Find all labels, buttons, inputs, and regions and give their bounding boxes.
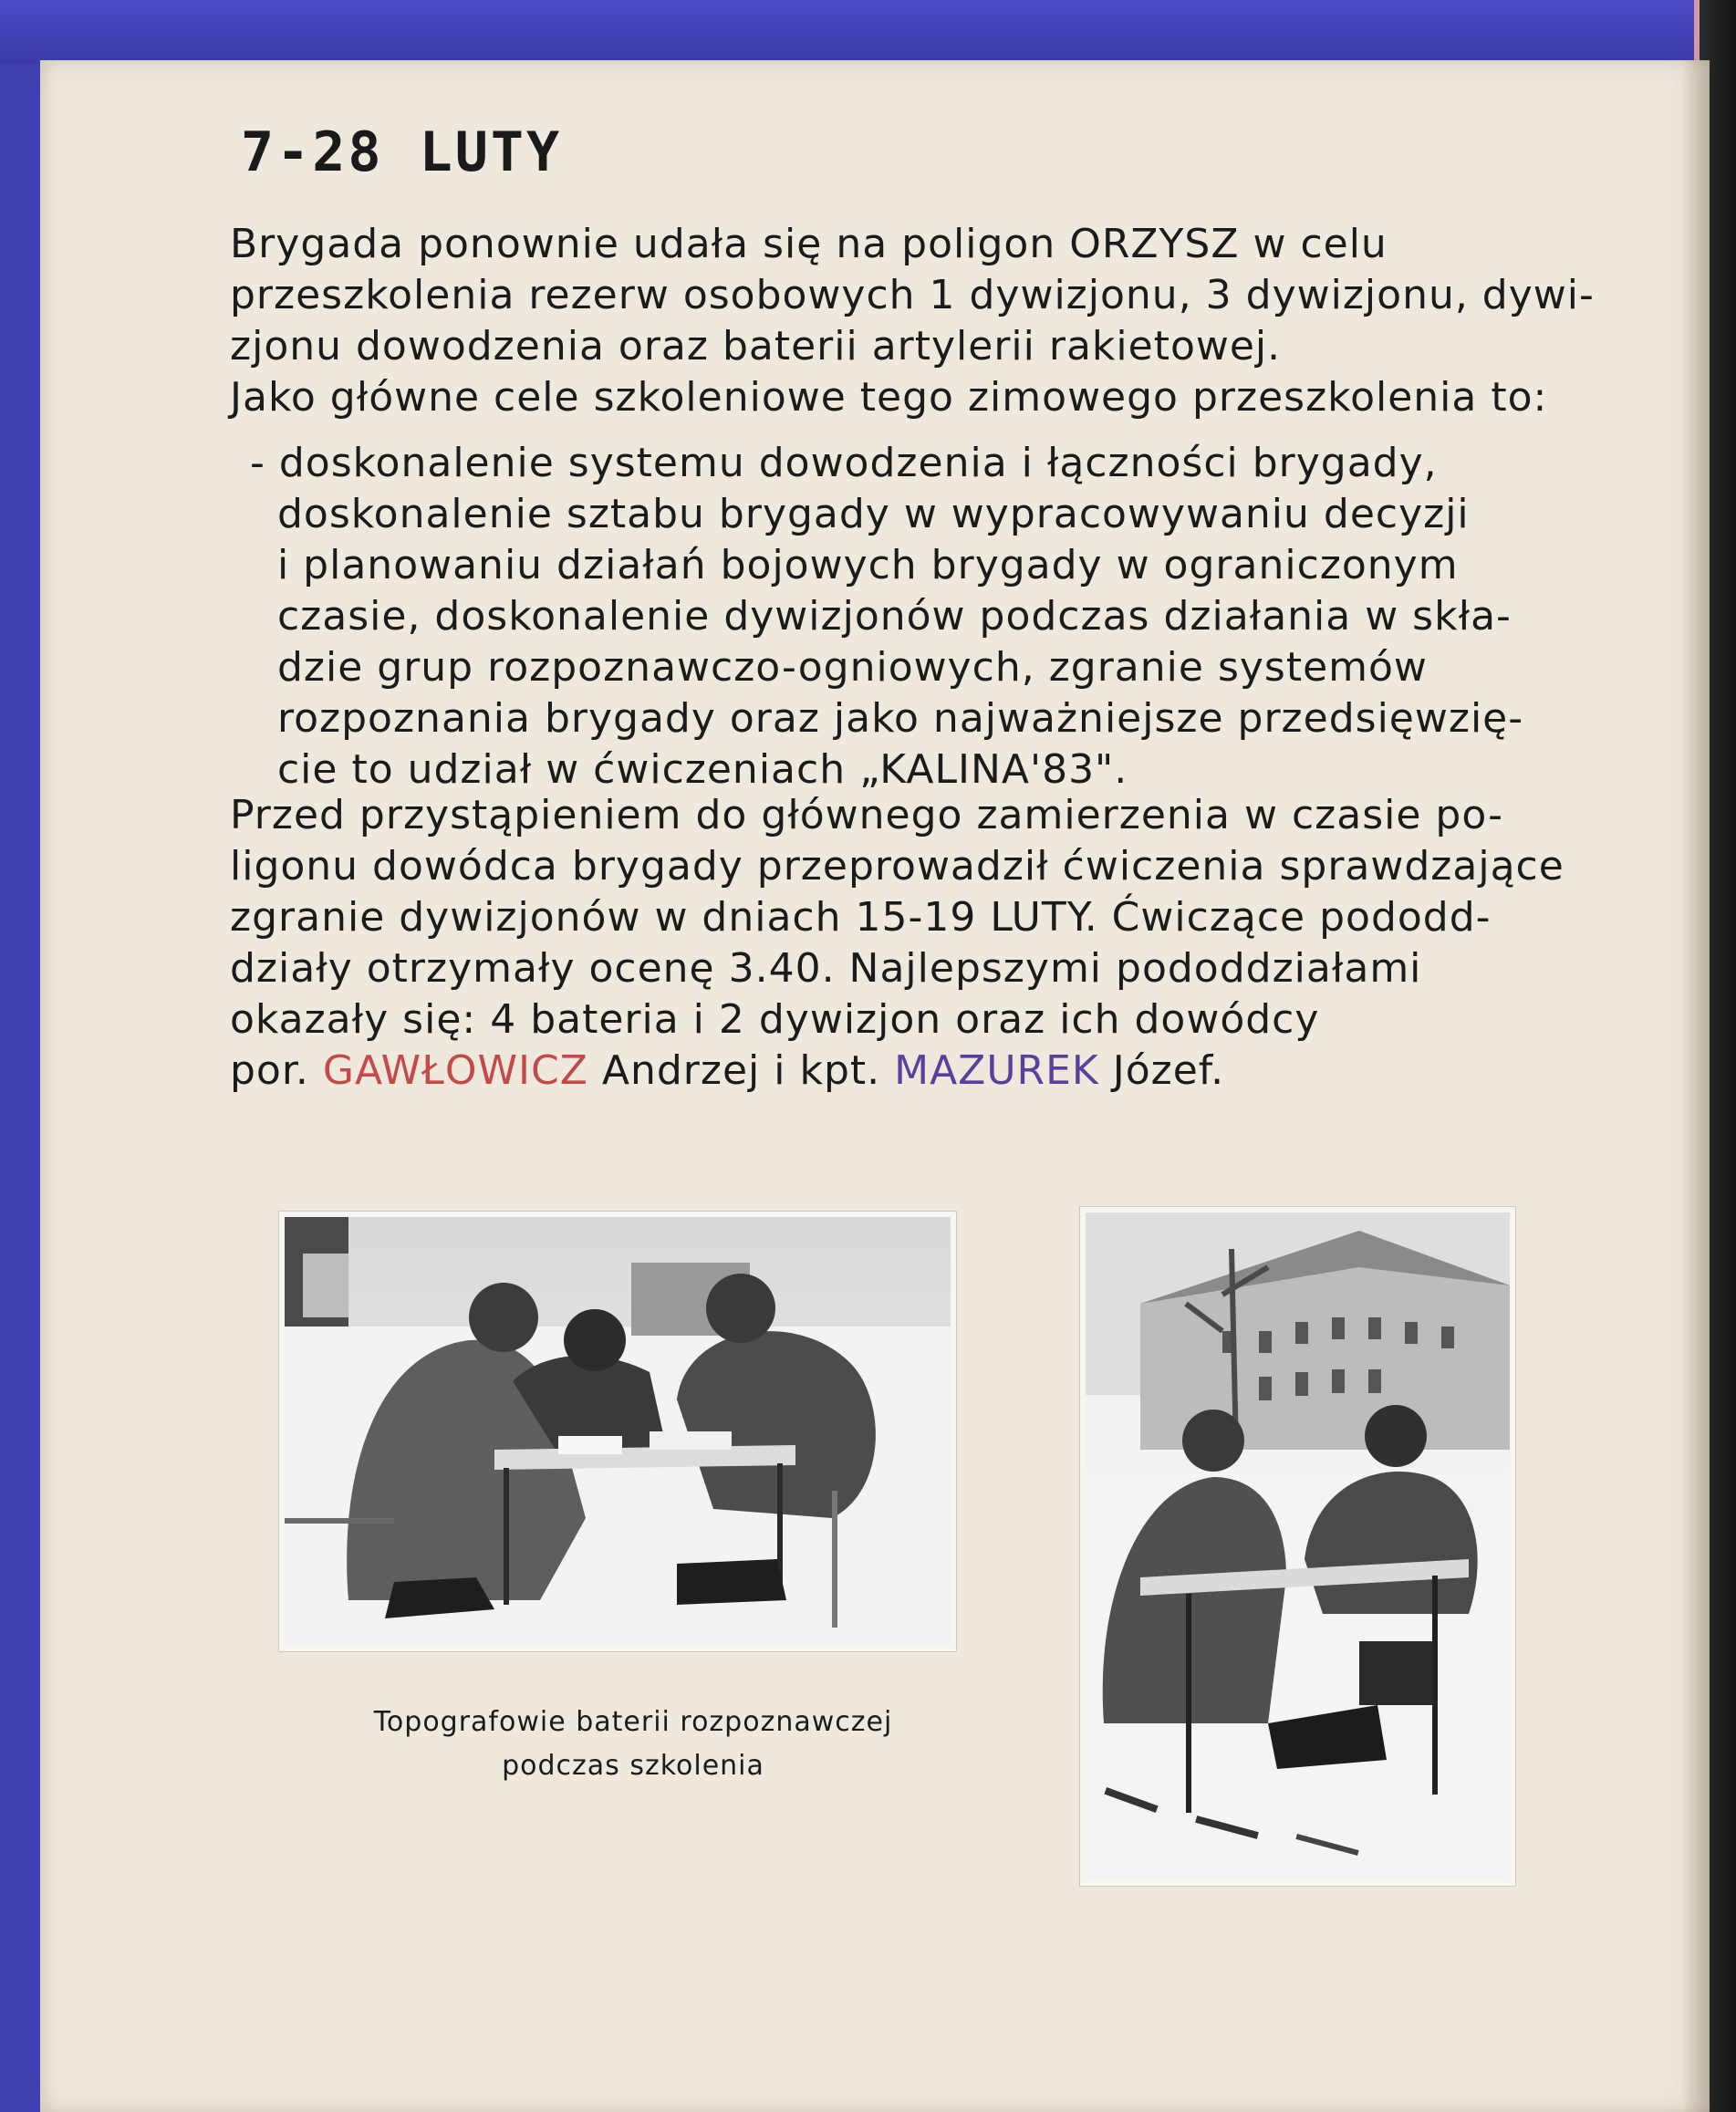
text-line: rozpoznania brygady oraz jako najważniejsze przedsięwzię-: [250, 695, 1524, 742]
text-line: zgranie dywizjonów w dniach 15-19 LUTY. Ćwiczące pododd-: [230, 894, 1492, 941]
photo-caption: [341, 1701, 925, 1788]
text-line: okazały się: 4 bateria i 2 dywizjon oraz ich dowódcy: [230, 996, 1320, 1043]
text-line: i planowaniu działań bojowych brygady w ograniczonym: [250, 542, 1459, 588]
text-line: zjonu dowodzenia oraz baterii artylerii rakietowej.: [230, 323, 1282, 369]
page-title: 7-28 LUTY: [241, 120, 563, 184]
album-page: [40, 60, 1710, 2112]
paragraph-2: [230, 790, 1736, 1097]
text-line: ligonu dowódca brygady przeprowadził ćwiczenia sprawdzające: [230, 843, 1564, 890]
photo-image: [1086, 1212, 1510, 1880]
text-line: doskonalenie sztabu brygady w wypracowywaniu decyzji: [250, 491, 1470, 537]
photo-topographers-training: [279, 1212, 956, 1651]
text-line: czasie, doskonalenie dywizjonów podczas działania w skła-: [250, 593, 1512, 640]
text-line-names: [230, 1046, 1736, 1097]
caption-line-1: Topografowie baterii rozpoznawczej: [373, 1706, 893, 1738]
text-line: - doskonalenie systemu dowodzenia i łączności brygady,: [250, 440, 1438, 486]
photo-two-soldiers-training: [1080, 1207, 1515, 1886]
photo-image: [285, 1217, 951, 1646]
commander-name-2: MAZUREK: [894, 1047, 1099, 1094]
text-line: Jako główne cele szkoleniowe tego zimowego przeszkolenia to:: [230, 374, 1548, 421]
paragraph-1: [230, 219, 1736, 423]
name-connector: Andrzej i kpt.: [587, 1047, 895, 1094]
text-line: Przed przystąpieniem do głównego zamierzenia w czasie po-: [230, 792, 1503, 838]
rank-label: por.: [230, 1047, 323, 1094]
goals-list: [250, 438, 1736, 796]
text-line: dzie grup rozpoznawczo-ogniowych, zgranie systemów: [250, 644, 1428, 691]
text-line: działy otrzymały ocenę 3.40. Najlepszymi pododdziałami: [230, 945, 1422, 992]
text-line: przeszkolenia rezerw osobowych 1 dywizjonu, 3 dywizjonu, dywi-: [230, 272, 1595, 318]
caption-line-2: podczas szkolenia: [502, 1750, 764, 1782]
text-line: cie to udział w ćwiczeniach „KALINA'83".: [250, 746, 1128, 793]
name-suffix: Józef.: [1098, 1047, 1225, 1094]
commander-name-1: GAWŁOWICZ: [322, 1047, 588, 1094]
text-line: Brygada ponownie udała się na poligon ORZYSZ w celu: [230, 221, 1388, 267]
